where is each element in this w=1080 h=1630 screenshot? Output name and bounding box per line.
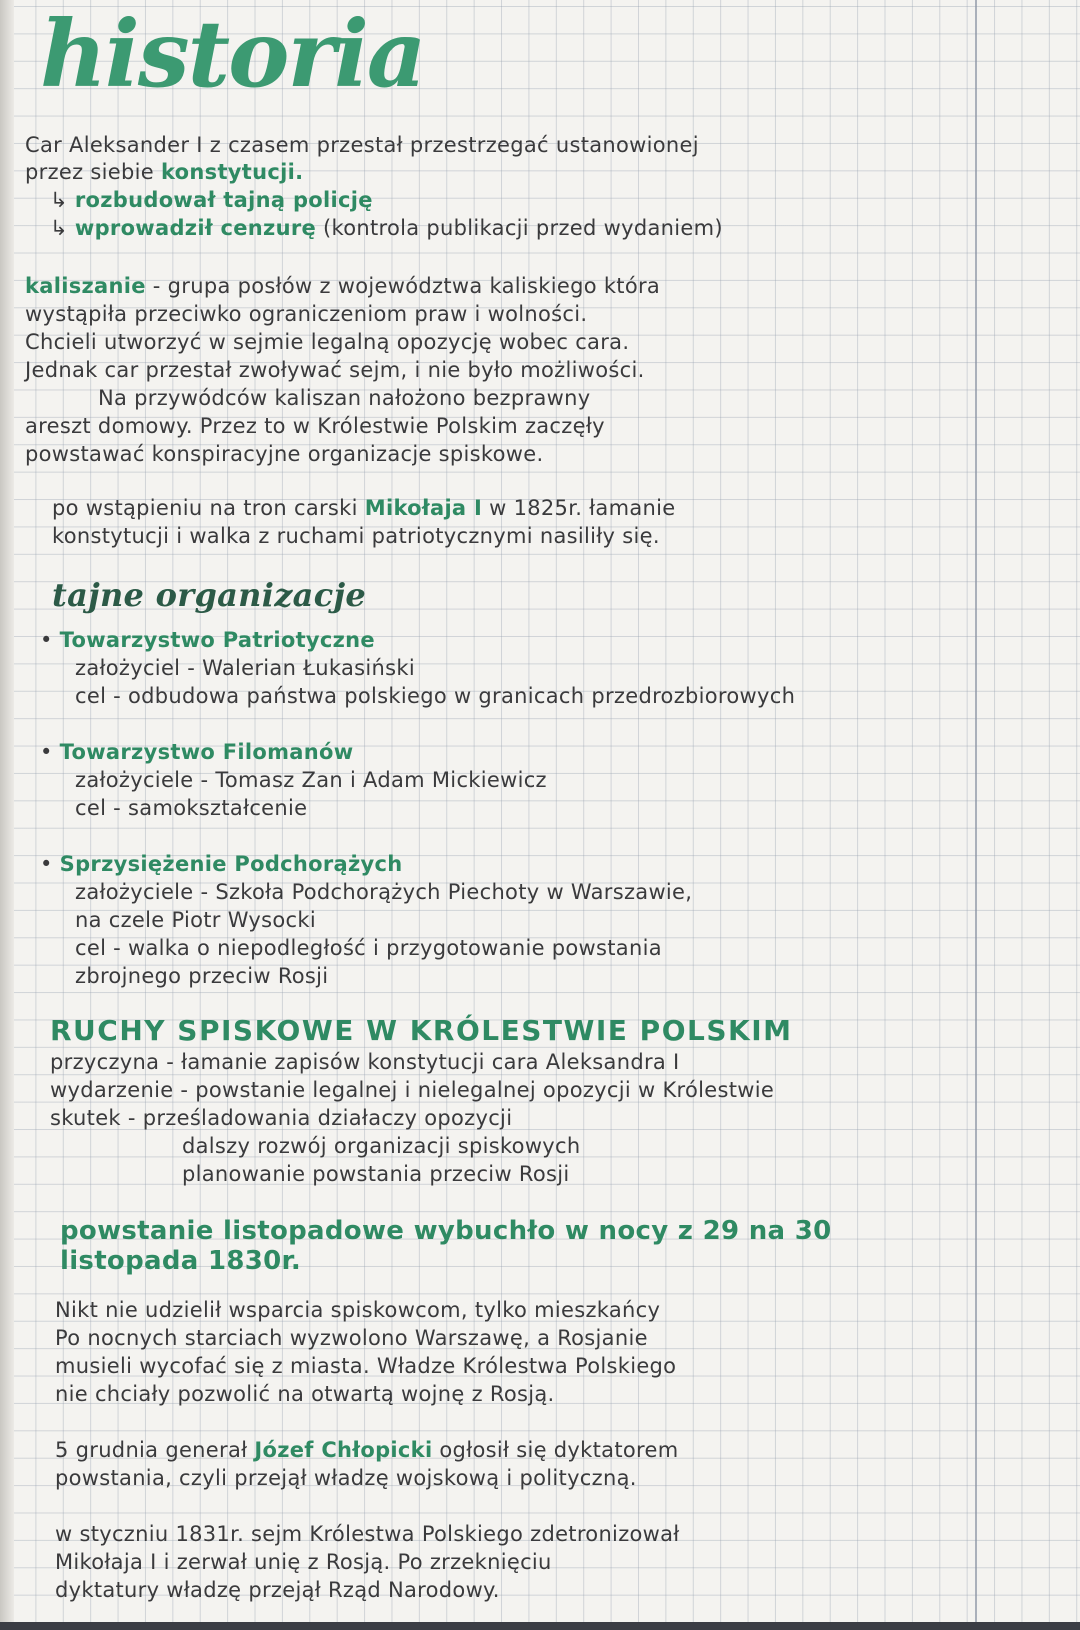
note-line (75, 936, 662, 960)
note-line (55, 1438, 678, 1462)
note-text: po wstąpieniu na tron carski (52, 496, 365, 520)
note-text: przyczyna - łamanie zapisów konstytucji cara Aleksandra I (50, 1050, 680, 1074)
highlighted-text: Józef Chłopicki (254, 1438, 433, 1462)
note-line (75, 796, 307, 820)
note-text: • (40, 740, 60, 764)
note-line (55, 1354, 676, 1378)
note-text: ↳ (50, 188, 75, 212)
page-bottom-edge (0, 1622, 1080, 1630)
note-text: planowanie powstania przeciw Rosji (182, 1162, 570, 1186)
note-line (75, 964, 328, 988)
note-line (50, 1014, 793, 1047)
note-line (55, 1326, 648, 1350)
note-text: (kontrola publikacji przed wydaniem) (316, 216, 723, 240)
highlighted-text: Mikołaja I (364, 496, 483, 520)
note-text: założyciele - Szkoła Podchorążych Piechoty w Warszawie, (75, 880, 693, 904)
note-text: ogłosił się dyktatorem (432, 1438, 679, 1462)
note-line (50, 1078, 774, 1102)
note-line (50, 1050, 680, 1074)
note-line (75, 880, 692, 904)
note-text: wystąpiła przeciwko ograniczeniom praw i wolności. (25, 302, 588, 326)
note-line (98, 386, 590, 410)
note-line (60, 1246, 301, 1276)
note-line (40, 740, 353, 764)
note-line (50, 1106, 512, 1130)
note-text: musieli wycofać się z miasta. Władze Królestwa Polskiego (55, 1354, 677, 1378)
note-text: - grupa posłów z województwa kaliskiego która (145, 274, 661, 298)
section-heading: tajne organizacje (52, 576, 367, 614)
note-line (25, 442, 543, 466)
note-text: Chcieli utworzyć w sejmie legalną opozycję wobec cara. (25, 330, 630, 354)
note-text: w styczniu 1831r. sejm Królestwa Polskiego zdetronizował (55, 1522, 680, 1546)
note-text: powstawać konspiracyjne organizacje spiskowe. (25, 442, 544, 466)
note-line (182, 1162, 570, 1186)
note-line (75, 768, 547, 792)
note-line (55, 1578, 500, 1602)
note-text: dyktatury władzę przejął Rząd Narodowy. (55, 1578, 500, 1602)
margin-line (975, 0, 977, 1630)
highlighted-text: listopada 1830r. (60, 1246, 302, 1276)
note-text: Na przywódców kaliszan nałożono bezprawny (98, 386, 591, 410)
note-line (52, 524, 660, 548)
note-line (25, 133, 699, 157)
highlighted-text: rozbudował tajną policję (74, 188, 373, 212)
note-line (25, 358, 645, 382)
note-line (182, 1134, 580, 1158)
note-line (25, 330, 629, 354)
highlighted-text: wprowadził cenzurę (74, 216, 317, 240)
note-text: konstytucji i walka z ruchami patriotycznymi nasiliły się. (52, 524, 660, 548)
note-text: areszt domowy. Przez to w Królestwie Polskim zaczęły (25, 414, 605, 438)
note-text: Jednak car przestał zwoływać sejm, i nie było możliwości. (25, 358, 645, 382)
note-line (55, 1522, 680, 1546)
note-line (50, 216, 723, 240)
note-line (55, 1466, 637, 1490)
note-line (40, 852, 403, 876)
note-text: przez siebie (25, 160, 161, 184)
note-text: Car Aleksander I z czasem przestał przestrzegać ustanowionej (25, 133, 699, 157)
note-line (50, 188, 373, 212)
note-text: 5 grudnia generał (55, 1438, 255, 1462)
note-line (25, 274, 660, 298)
note-text: wydarzenie - powstanie legalnej i nielegalnej opozycji w Królestwie (50, 1078, 775, 1102)
highlighted-text: Sprzysiężenie Podchorążych (59, 852, 403, 876)
note-line (25, 302, 587, 326)
note-text: cel - odbudowa państwa polskiego w granicach przedrozbiorowych (75, 684, 796, 708)
notebook-page-edge (0, 0, 14, 1630)
note-line (55, 1382, 555, 1406)
note-line (40, 628, 375, 652)
note-line (75, 656, 415, 680)
note-line (52, 496, 676, 520)
highlighted-text: Towarzystwo Filomanów (59, 740, 354, 764)
note-text: ↳ (50, 216, 75, 240)
note-text: cel - walka o niepodległość i przygotowanie powstania (75, 936, 662, 960)
note-text: nie chciały pozwolić na otwartą wojnę z Rosją. (55, 1382, 555, 1406)
note-line (25, 414, 605, 438)
note-line (52, 576, 366, 614)
section-heading: RUCHY SPISKOWE W KRÓLESTWIE POLSKIM (50, 1014, 793, 1047)
note-text: skutek - prześladowania działaczy opozycji (50, 1106, 513, 1130)
note-text: w 1825r. łamanie (482, 496, 676, 520)
highlighted-text: Towarzystwo Patriotyczne (59, 628, 375, 652)
note-text: założyciel - Walerian Łukasiński (75, 656, 415, 680)
note-text: Nikt nie udzielił wsparcia spiskowcom, tylko mieszkańcy (55, 1298, 661, 1322)
highlighted-text: konstytucji. (160, 160, 304, 184)
highlighted-text: kaliszanie (25, 274, 146, 298)
note-text: • (40, 628, 60, 652)
note-text: założyciele - Tomasz Zan i Adam Mickiewicz (75, 768, 547, 792)
note-line (55, 1550, 552, 1574)
note-line (75, 908, 316, 932)
note-line (25, 160, 303, 184)
note-text: Mikołaja I i zerwał unię z Rosją. Po zrzeknięciu (55, 1550, 552, 1574)
note-text: • (40, 852, 60, 876)
page-title: historia (40, 0, 425, 108)
highlighted-text: powstanie listopadowe wybuchło w nocy z 29 na 30 (60, 1216, 832, 1246)
note-text: Po nocnych starciach wyzwolono Warszawę, a Rosjanie (55, 1326, 648, 1350)
note-text: cel - samokształcenie (75, 796, 308, 820)
note-line (75, 684, 795, 708)
note-line (60, 1216, 832, 1246)
note-text: dalszy rozwój organizacji spiskowych (182, 1134, 581, 1158)
note-text: powstania, czyli przejął władzę wojskową i polityczną. (55, 1466, 637, 1490)
note-text: na czele Piotr Wysocki (75, 908, 316, 932)
note-text: zbrojnego przeciw Rosji (75, 964, 329, 988)
note-line (55, 1298, 660, 1322)
